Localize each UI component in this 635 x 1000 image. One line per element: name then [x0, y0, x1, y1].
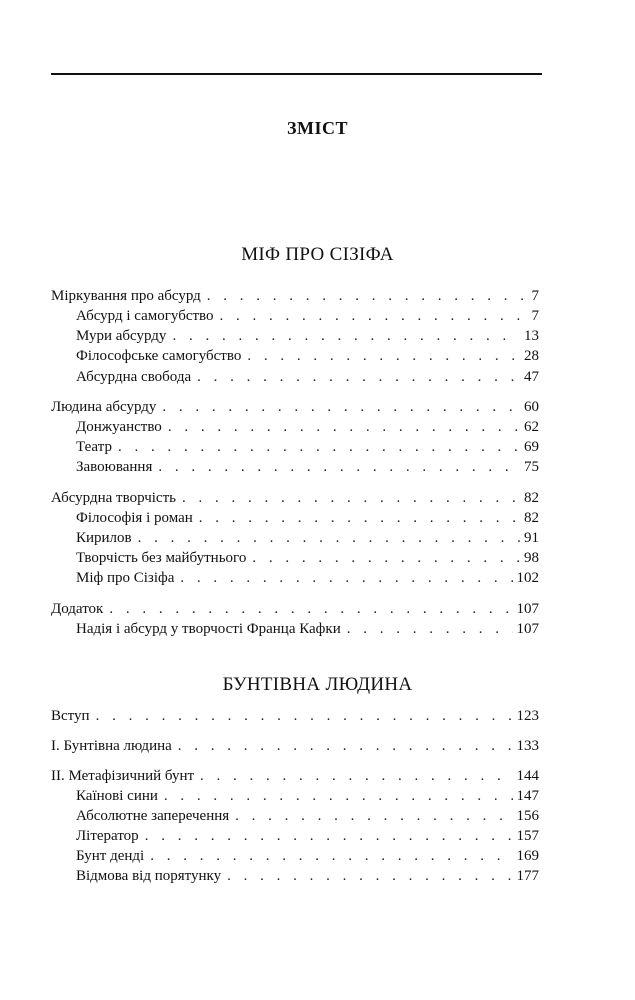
toc-entry-page: 133	[516, 738, 539, 754]
toc-subentry-title: Абсурд і самогубство	[76, 308, 214, 324]
dot-leader	[200, 766, 512, 786]
toc-subentry-page: 62	[524, 419, 539, 435]
toc-subentry-title: Творчість без майбутнього	[76, 550, 247, 566]
part-title-rebel: БУНТІВНА ЛЮДИНА	[222, 674, 413, 695]
toc-subentry[interactable]	[76, 548, 539, 568]
dot-leader	[347, 619, 513, 639]
toc-entry-page: 82	[524, 490, 539, 506]
toc-entry[interactable]	[51, 397, 539, 417]
dot-leader	[168, 417, 520, 437]
toc-entry-page: 107	[516, 601, 539, 617]
toc-entry[interactable]	[51, 736, 539, 756]
toc-subentry-page: 156	[516, 808, 539, 824]
toc-subentry-title: Театр	[76, 439, 112, 455]
dot-leader	[164, 786, 513, 806]
toc-entry-title: Вступ	[51, 708, 90, 724]
dot-leader	[138, 528, 520, 548]
toc-subentry-page: 91	[524, 530, 539, 546]
contents-heading: ЗМІСТ	[287, 118, 348, 138]
toc-subentry[interactable]	[76, 826, 539, 846]
toc-subentry-page: 7	[531, 308, 539, 324]
toc-entry-title: I. Бунтівна людина	[51, 738, 172, 754]
toc-subentry[interactable]	[76, 326, 539, 346]
toc-entry[interactable]	[51, 488, 539, 508]
toc-subentry-title: Каїнові сини	[76, 788, 158, 804]
toc-subentry[interactable]	[76, 417, 539, 437]
toc-subentry-page: 13	[524, 328, 539, 344]
toc-entry[interactable]	[51, 766, 539, 786]
toc-entry-title: Людина абсурду	[51, 399, 157, 415]
toc-subentry[interactable]	[76, 866, 539, 886]
toc-subentry-title: Бунт денді	[76, 848, 145, 864]
toc-entry[interactable]	[51, 706, 539, 726]
dot-leader	[180, 568, 512, 588]
toc-subentry[interactable]	[76, 346, 539, 366]
dot-leader	[220, 306, 528, 326]
toc-subentry-title: Завоювання	[76, 459, 153, 475]
toc-subentry-page: 157	[516, 828, 539, 844]
toc-subentry-title: Надія і абсурд у творчості Франца Кафки	[76, 621, 341, 637]
toc-subentry[interactable]	[76, 367, 539, 387]
toc-entry[interactable]	[51, 599, 539, 619]
dot-leader	[199, 508, 520, 528]
toc-subentry-page: 177	[516, 868, 539, 884]
toc-entry[interactable]	[51, 286, 539, 306]
toc-entry-page: 123	[516, 708, 539, 724]
toc-subentry-title: Абсолютне заперечення	[76, 808, 230, 824]
toc-subentry[interactable]	[76, 528, 539, 548]
dot-leader	[197, 367, 520, 387]
dot-leader	[150, 846, 512, 866]
toc-entry-page: 144	[516, 768, 539, 784]
toc-subentry[interactable]	[76, 437, 539, 457]
toc-subentry[interactable]	[76, 846, 539, 866]
toc-entry-title: Додаток	[51, 601, 104, 617]
toc-entry-title: Абсурдна творчість	[51, 490, 176, 506]
toc-subentry-page: 98	[524, 550, 539, 566]
dot-leader	[109, 599, 512, 619]
toc-subentry-title: Відмова від порятунку	[76, 868, 222, 884]
toc-entry-page: 7	[531, 288, 539, 304]
dot-leader	[158, 457, 520, 477]
dot-leader	[172, 326, 520, 346]
dot-leader	[145, 826, 513, 846]
toc-entry-title: II. Метафізичний бунт	[51, 768, 195, 784]
toc-subentry-title: Філософське самогубство	[76, 348, 242, 364]
toc-entry-page: 60	[524, 399, 539, 415]
toc-subentry-page: 82	[524, 510, 539, 526]
toc-subentry[interactable]	[76, 806, 539, 826]
toc-subentry[interactable]	[76, 619, 539, 639]
dot-leader	[118, 437, 520, 457]
dot-leader	[252, 548, 520, 568]
toc-subentry-page: 169	[516, 848, 539, 864]
dot-leader	[235, 806, 512, 826]
toc-subentry-page: 69	[524, 439, 539, 455]
toc-subentry-title: Донжуанство	[76, 419, 162, 435]
toc-subentry-page: 147	[516, 788, 539, 804]
dot-leader	[96, 706, 513, 726]
toc-subentry-title: Мури абсурду	[76, 328, 167, 344]
toc-subentry[interactable]	[76, 457, 539, 477]
top-rule	[51, 73, 542, 75]
toc-subentry-page: 102	[516, 570, 539, 586]
dot-leader	[207, 286, 528, 306]
dot-leader	[162, 397, 520, 417]
dot-leader	[247, 346, 520, 366]
toc-subentry-title: Літератор	[76, 828, 139, 844]
part-title-myth-of-sisyphus: МІФ ПРО СІЗІФА	[241, 244, 394, 265]
dot-leader	[178, 736, 513, 756]
toc-subentry-page: 47	[524, 369, 539, 385]
toc-subentry-title: Міф про Сізіфа	[76, 570, 175, 586]
toc-subentry[interactable]	[76, 306, 539, 326]
toc-subentry[interactable]	[76, 786, 539, 806]
toc-entry-title: Міркування про абсурд	[51, 288, 201, 304]
toc-subentry-page: 28	[524, 348, 539, 364]
toc-subentry-title: Філософія і роман	[76, 510, 193, 526]
toc-subentry[interactable]	[76, 508, 539, 528]
toc-subentry-title: Абсурдна свобода	[76, 369, 192, 385]
toc-subentry[interactable]	[76, 568, 539, 588]
dot-leader	[182, 488, 520, 508]
toc-subentry-page: 75	[524, 459, 539, 475]
toc-subentry-page: 107	[516, 621, 539, 637]
dot-leader	[227, 866, 512, 886]
toc-subentry-title: Кирилов	[76, 530, 132, 546]
